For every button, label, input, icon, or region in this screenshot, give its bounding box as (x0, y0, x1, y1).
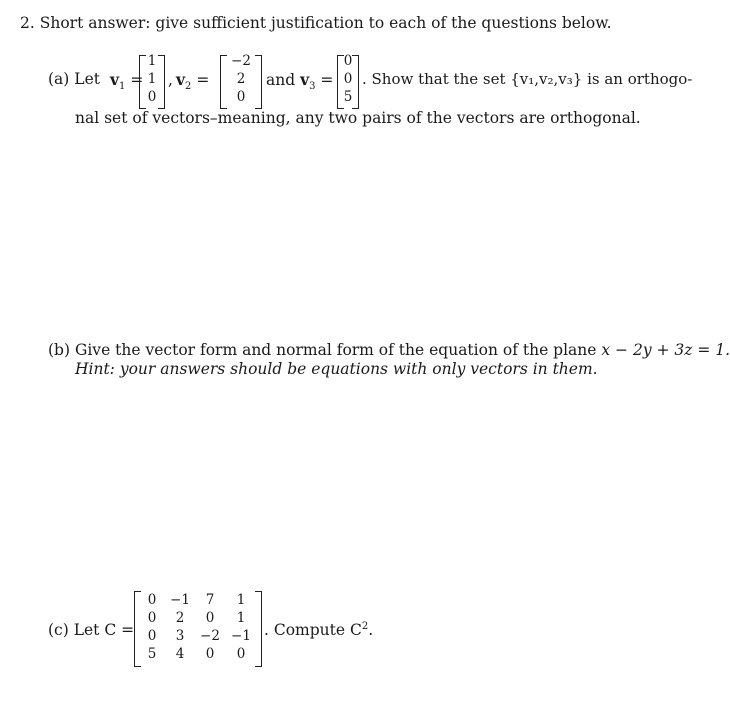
part-c-compute: . Compute $C^2$. (264, 621, 374, 640)
v1-entry: 1 (147, 71, 157, 87)
vector-v3 (337, 55, 359, 109)
matrix-cell: 0 (236, 646, 246, 662)
matrix-cell: 0 (147, 610, 157, 626)
v2-entry: 2 (236, 71, 246, 87)
matrix-cell: 1 (236, 592, 246, 608)
matrix-cell: 0 (147, 592, 157, 608)
v2-name: , $v_2$ = (168, 70, 210, 93)
question-intro: Short answer: give sufficient justification to each of the questions below. (39, 14, 612, 32)
matrix-cell: 0 (205, 646, 215, 662)
matrix-cell: 7 (205, 592, 215, 608)
and-v3-name: and $v_3$ = (266, 70, 334, 93)
matrix-cell: −2 (200, 628, 220, 644)
vector-v1 (139, 55, 165, 109)
part-b-label: (b) (48, 341, 71, 359)
part-b-equation: x − 2y + 3z = 1. (601, 341, 730, 359)
part-b-hint: Hint: your answers should be equations with only vectors in them. (75, 360, 598, 378)
question-number: 2. (20, 14, 35, 32)
matrix-cell: 5 (147, 646, 157, 662)
matrix-cell: 1 (236, 610, 246, 626)
matrix-cell: 0 (205, 610, 215, 626)
vector-v2 (220, 55, 262, 109)
matrix-cell: 0 (147, 628, 157, 644)
v1-entry: 0 (147, 89, 157, 105)
v3-entry: 0 (343, 53, 353, 69)
part-a-show-text: . Show that the set {v₁,v₂,v₃} is an orthogo- (362, 70, 693, 88)
v3-entry: 5 (343, 89, 353, 105)
part-b-text: Give the vector form and normal form of the equation of the plane (74, 341, 597, 359)
part-a-line2: nal set of vectors–meaning, any two pairs of the vectors are orthogonal. (75, 109, 641, 127)
part-b-line1 (48, 341, 730, 359)
matrix-cell: −1 (170, 592, 190, 608)
matrix-cell: 4 (175, 646, 185, 662)
part-c-label: (c) Let C = (48, 621, 135, 639)
v2-entry: −2 (231, 53, 251, 69)
matrix-cell: 2 (175, 610, 185, 626)
v2-entry: 0 (236, 89, 246, 105)
part-a-label: (a) Let (48, 70, 100, 88)
matrix-cell: 3 (175, 628, 185, 644)
v1-name: $v_1$ = (110, 70, 144, 93)
question-header (20, 14, 612, 32)
v1-entry: 1 (147, 53, 157, 69)
matrix-c (134, 591, 262, 667)
matrix-cell: −1 (231, 628, 251, 644)
v3-entry: 0 (343, 71, 353, 87)
